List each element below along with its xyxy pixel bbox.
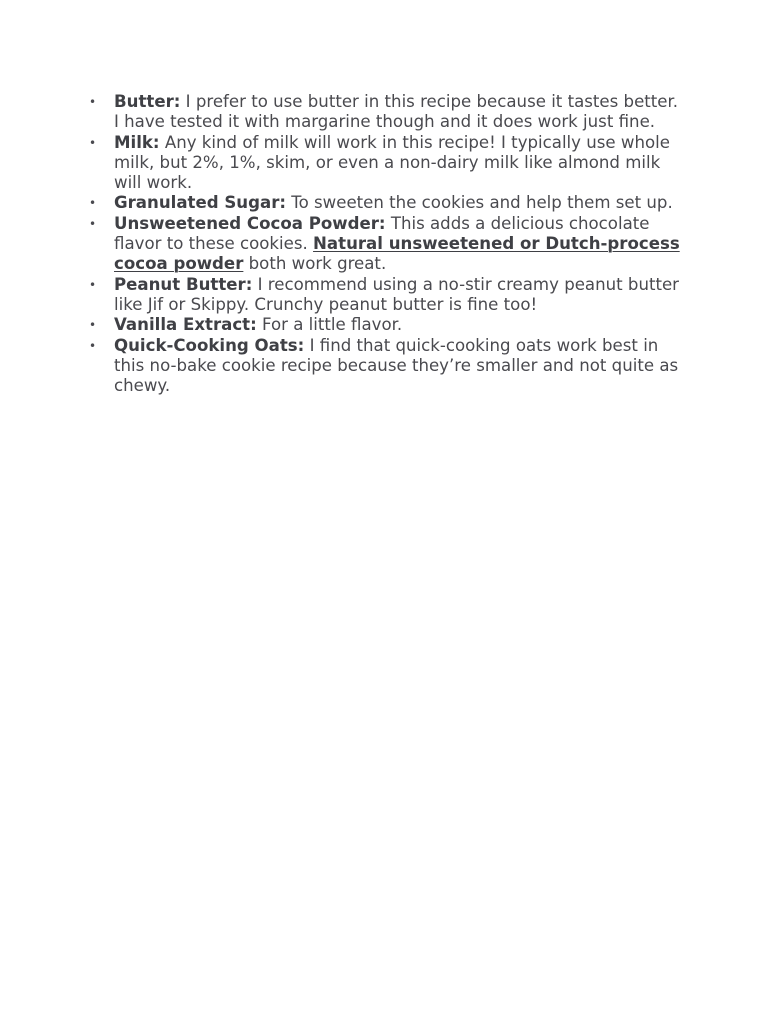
- ingredient-list: [84, 92, 684, 396]
- ingredient-term: Unsweetened Cocoa Powder:: [114, 213, 386, 233]
- ingredient-description: I recommend using a no-stir creamy peanut butter like Jif or Skippy. Crunchy peanut butter is fine too!: [114, 274, 680, 314]
- list-item-cocoa-powder: [84, 214, 684, 275]
- ingredient-term: Granulated Sugar:: [114, 193, 287, 213]
- bullet-icon: •: [89, 277, 97, 292]
- bullet-icon: •: [89, 216, 97, 231]
- ingredient-description: To sweeten the cookies and help them set up.: [286, 193, 673, 213]
- ingredient-description: Any kind of milk will work in this recipe! I typically use whole milk, but 2%, 1%, skim, or even a non-dairy milk like almond milk will work.: [114, 132, 670, 193]
- bullet-icon: •: [89, 318, 97, 333]
- ingredient-term: Quick-Cooking Oats:: [114, 335, 305, 355]
- ingredient-description: For a little flavor.: [256, 315, 403, 335]
- ingredient-description: I find that quick-cooking oats work best in this no-bake cookie recipe because they’re smaller and not quite as chewy.: [114, 335, 679, 396]
- ingredient-term: Butter:: [114, 92, 181, 111]
- bullet-icon: •: [89, 338, 97, 353]
- ingredient-term: Vanilla Extract:: [114, 315, 257, 335]
- bullet-icon: •: [89, 196, 97, 211]
- ingredient-description: This adds a delicious chocolate flavor to these cookies.: [114, 213, 650, 254]
- ingredient-description-continued: both work great.: [243, 254, 387, 274]
- cocoa-powder-link[interactable]: Natural unsweetened or Dutch-process cocoa powder: [114, 234, 680, 274]
- list-item-butter: [84, 92, 684, 133]
- bullet-icon: •: [89, 135, 97, 150]
- list-item-quick-cooking-oats: [84, 336, 684, 397]
- ingredient-description: I prefer to use butter in this recipe because it tastes better. I have tested it with margarine though and it does work just fine.: [114, 92, 679, 132]
- list-item-peanut-butter: [84, 275, 684, 316]
- list-item-granulated-sugar: [84, 193, 684, 213]
- bullet-icon: •: [89, 95, 97, 109]
- list-item-milk: [84, 133, 684, 194]
- list-item-vanilla-extract: [84, 315, 684, 335]
- ingredient-term: Milk:: [114, 132, 160, 152]
- ingredient-term: Peanut Butter:: [114, 274, 253, 294]
